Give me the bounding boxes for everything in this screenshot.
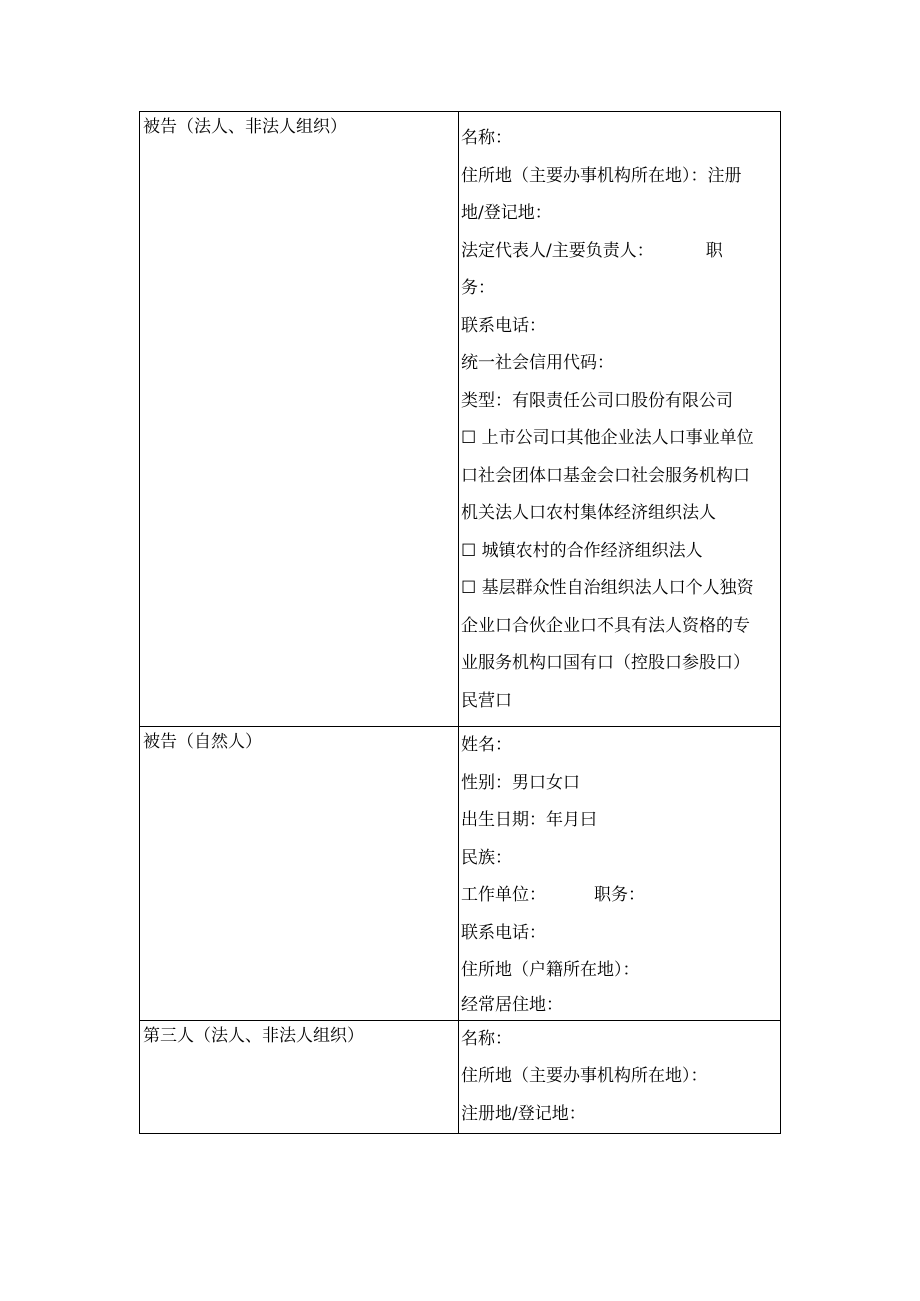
defendant-legal-type-3: 口社会团体口基金会口社会服务机构口 [461, 465, 750, 486]
third-party-label: 第三人（法人、非法人组织） [140, 1020, 459, 1134]
defendant-legal-type-5 [461, 533, 778, 571]
defendant-legal-credit-code: 统一社会信用代码： [461, 353, 614, 373]
defendant-natural-gender: 性别：男口女口 [461, 772, 580, 793]
defendant-legal-row [140, 112, 781, 727]
representative-label: 法定代表人/主要负责人： [461, 240, 654, 261]
defendant-legal-type-8: 业服务机构口国有口（控股口参股口） [461, 653, 750, 673]
type-text: 城镇农村的合作经济组织法人 [481, 540, 703, 561]
defendant-legal-phone: 联系电话： [461, 315, 546, 336]
checkbox-icon[interactable]: ☐ [461, 540, 477, 561]
third-party-address: 住所地（主要办事机构所在地）： [461, 1066, 708, 1086]
defendant-natural-content [459, 727, 781, 1021]
defendant-legal-type-1: 类型：有限责任公司口股份有限公司 [461, 390, 733, 411]
checkbox-icon[interactable]: ☐ [461, 428, 477, 448]
defendant-natural-ethnicity: 民族： [461, 847, 512, 868]
defendant-legal-type-9: 民营口 [461, 690, 512, 711]
defendant-legal-type-7: 企业口合伙企业口不具有法人资格的专 [461, 615, 750, 636]
defendant-legal-type-2 [461, 420, 778, 458]
defendant-legal-address-1: 住所地（主要办事机构所在地）：注册 [461, 165, 742, 186]
defendant-natural-phone: 联系电话： [461, 922, 546, 943]
defendant-natural-row [140, 727, 781, 1021]
position-label: 职 [705, 240, 723, 261]
employer-label: 工作单位： [461, 885, 546, 905]
defendant-legal-name: 名称： [461, 128, 512, 148]
defendant-natural-employer [461, 877, 778, 915]
defendant-legal-type-6 [461, 570, 778, 608]
defendant-natural-name: 姓名： [461, 735, 512, 755]
defendant-natural-birthdate: 出生日期：年月曰 [461, 810, 597, 830]
third-party-name: 名称： [461, 1028, 512, 1049]
defendant-natural-label: 被告（自然人） [140, 727, 459, 1021]
type-text: 上市公司口其他企业法人口事业单位 [481, 428, 754, 448]
third-party-registration: 注册地/登记地： [461, 1103, 586, 1124]
defendant-legal-address-2: 地/登记地： [461, 203, 552, 223]
party-info-table [139, 111, 781, 1134]
defendant-legal-content [459, 112, 781, 727]
third-party-content [459, 1020, 781, 1134]
defendant-legal-position-cont: 务： [461, 278, 495, 298]
type-text: 基层群众性自治组织法人口个人独资 [481, 578, 754, 598]
third-party-row [140, 1020, 781, 1134]
position-label: 职务： [594, 885, 645, 905]
defendant-legal-representative [461, 233, 778, 271]
defendant-legal-type-4: 机关法人口农村集体经济组织法人 [461, 503, 716, 523]
defendant-legal-label: 被告（法人、非法人组织） [140, 112, 459, 727]
defendant-natural-domicile: 住所地（户籍所在地）： [461, 960, 640, 980]
checkbox-icon[interactable]: ☐ [461, 578, 477, 598]
defendant-natural-residence: 经常居住地： [461, 994, 563, 1015]
